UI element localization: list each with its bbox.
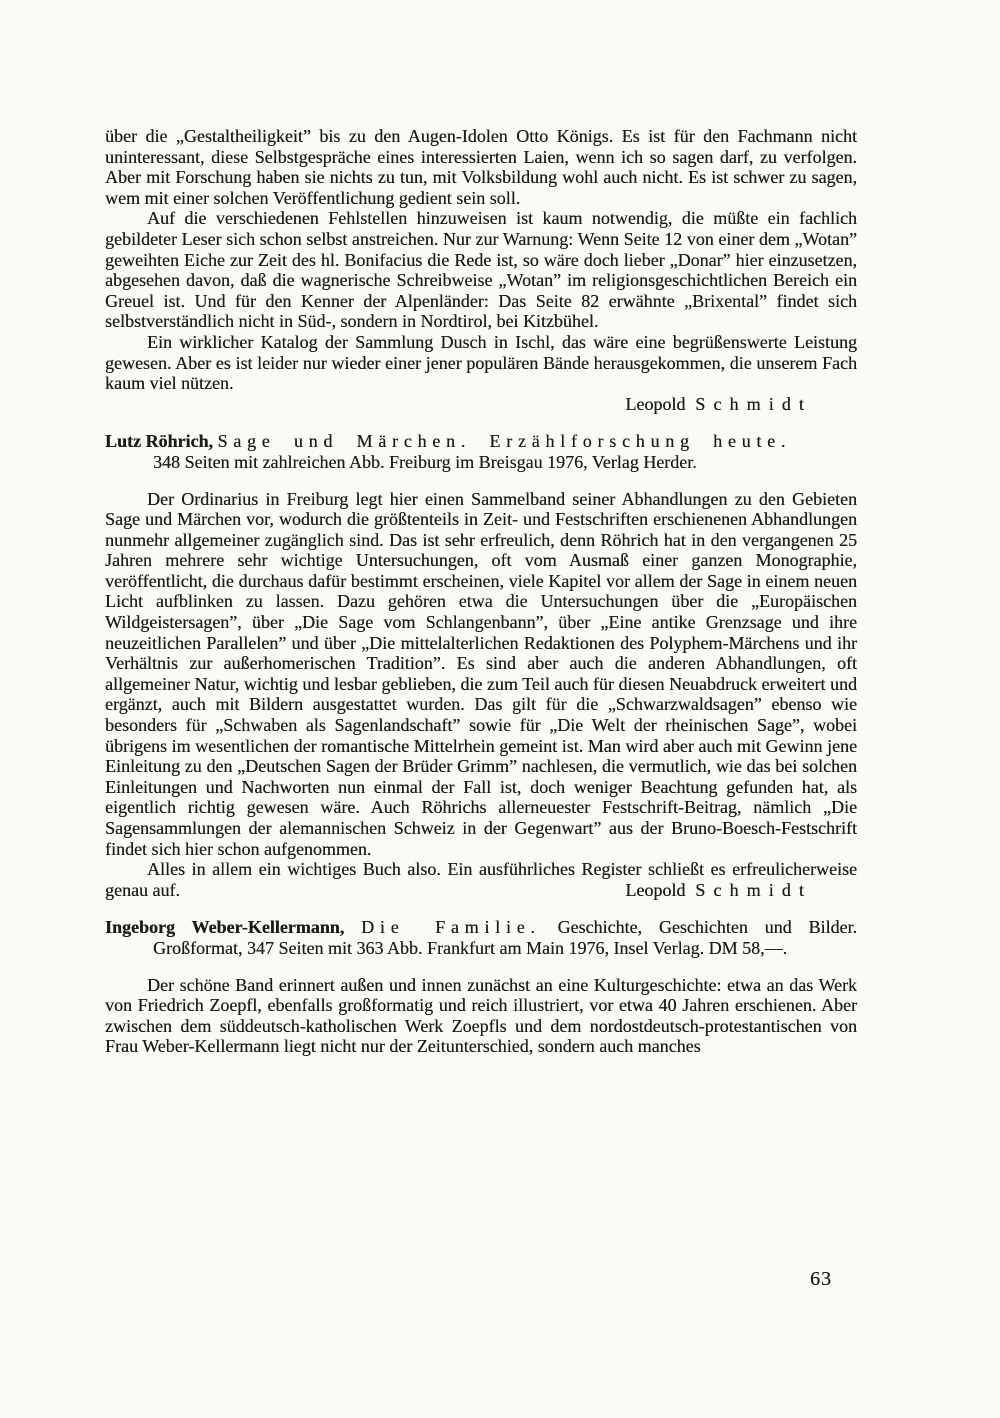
- book-details: 348 Seiten mit zahlreichen Abb. Freiburg im Breisgau 1976, Verlag Herder.: [153, 451, 697, 472]
- review-heading-weber: [105, 917, 857, 958]
- text-column: [105, 126, 857, 1057]
- closing-text: Alles in allem ein wichtiges Buch also. Ein ausführliches Register schließt es erfreulicherweise genau auf.: [105, 859, 857, 900]
- review-closing-roehrich: [105, 859, 857, 900]
- paragraph: Auf die verschiedenen Fehlstellen hinzuweisen ist kaum notwendig, die müßte ein fachlich gebildeter Leser sich schon selbst anstreichen. Nur zur Warnung: Wenn Seite 12 von einer dem „Wotan” geweihten Eiche zur Zeit des hl. Bonifacius die Rede ist, so wäre doch lieber „Donar” hier einzusetzen, abgesehen davon, daß die wagnerische Schreibweise „Wotan” im religionsgeschichtlichen Bereich ein Greuel ist. Und für den Kenner der Alpenländer: Das Seite 82 erwähnte „Brixental” findet sich selbstverständlich nicht in Süd-, sondern in Nordtirol, bei Kitzbühel.: [105, 208, 857, 332]
- review-body-roehrich: Der Ordinarius in Freiburg legt hier einen Sammelband seiner Abhandlungen zu den Gebieten Sage und Märchen vor, wodurch die größtenteils in Zeit- und Festschriften erschienenen Abhandlungen nunmehr allgemeiner zugänglich sind. Das ist sehr erfreulich, denn Röhrich hat in den vergangenen 25 Jahren mehrere sehr wichtige Untersuchungen, oft vom Ausmaß einer ganzen Monographie, veröffentlicht, die durchaus dafür bestimmt erscheinen, viele Kapitel vor allem der Sage in einem neuen Licht aufblinken zu lassen. Dazu gehören etwa die Untersuchungen über die „Europäischen Wildgeistersagen”, über „Die Sage vom Schlangenbann”, über „Eine antike Grenzsage und ihre neuzeitlichen Parallelen” und über „Die mittelalterlichen Redaktionen des Polyphem-Märchens und ihr Verhältnis zur außerhomerischen Tradition”. Es sind aber auch die anderen Abhandlungen, oft allgemeiner Natur, wichtig und lesbar geblieben, die zum Teil auch für diesen Neuabdruck erweitert und ergänzt, auch mit Bildern ausgestattet wurden. Das gilt für die „Schwarzwaldsagen” ebenso wie besonders für „Schwaben als Sagenlandschaft” sowie für „Die Welt der rheinischen Sage”, wobei übrigens im wesentlichen der romantische Mittelrhein gemeint ist. Man wird aber auch mit Gewinn jene Einleitung zu den „Deutschen Sagen der Brüder Grimm” nachlesen, die vermutlich, wie das bei solchen Einleitungen und Nachworten nun einmal der Fall ist, doch weniger Beachtung gefunden hat, als eigentlich richtig gewesen wäre. Auch Röhrichs allerneuester Festschrift-Beitrag, nämlich „Die Sagensammlungen der alemannischen Schweiz in der Gegenwart” aus der Bruno-Boesch-Festschrift findet sich hier schon aufgenommen.: [105, 488, 857, 859]
- signature-last-name: Schmidt: [695, 393, 812, 414]
- signature-last-name: Schmidt: [695, 879, 812, 900]
- book-author: Ingeborg Weber-Kellermann,: [105, 917, 345, 938]
- paragraph-continuation: über die „Gestaltheiligkeit” bis zu den Augen-Idolen Otto Königs. Es ist für den Fachmann nicht uninteressant, diese Selbstgespräche eines interessierten Laien, wenn ich so sagen darf, zu verfolgen. Aber mit Forschung haben sie nichts zu tun, mit Volksbildung wohl auch nicht. Es ist schwer zu sagen, wem mit einer solchen Veröffentlichung gedient sein soll.: [105, 126, 857, 208]
- paragraph: Ein wirklicher Katalog der Sammlung Dusch in Ischl, das wäre eine begrüßenswerte Leistung gewesen. Aber es ist leider nur wieder einer jener populären Bände herausgekommen, die unserem Fach kaum viel nützen.: [105, 331, 857, 394]
- book-title: Sage und Märchen. Erzählforschung heute.: [217, 431, 792, 452]
- signature-first-name: Leopold: [625, 393, 686, 414]
- signature-first-name: Leopold: [625, 879, 686, 900]
- book-details: Geschichte, Geschichten und Bilder. Großformat, 347 Seiten mit 363 Abb. Frankfurt am Main 1976, Insel Verlag. DM 58,—.: [153, 917, 858, 958]
- review-body-weber: Der schöne Band erinnert außen und innen zunächst an eine Kulturgeschichte: etwa an das Werk von Friedrich Zoepfl, ebenfalls großformatig und reich illustriert, vor etwa 40 Jahren erschienen. Aber zwischen dem süddeutsch-katholischen Werk Zoepfls und dem nordostdeutsch-protestantischen von Frau Weber-Kellermann liegt nicht nur der Zeitunterschied, sondern auch manches: [105, 974, 857, 1057]
- book-title: Die Familie.: [361, 917, 541, 938]
- reviewer-signature: [583, 880, 812, 901]
- reviewer-signature: [105, 394, 857, 415]
- review-heading-roehrich: [105, 431, 857, 472]
- book-author: Lutz Röhrich,: [105, 431, 213, 452]
- page-number: 63: [810, 1268, 832, 1290]
